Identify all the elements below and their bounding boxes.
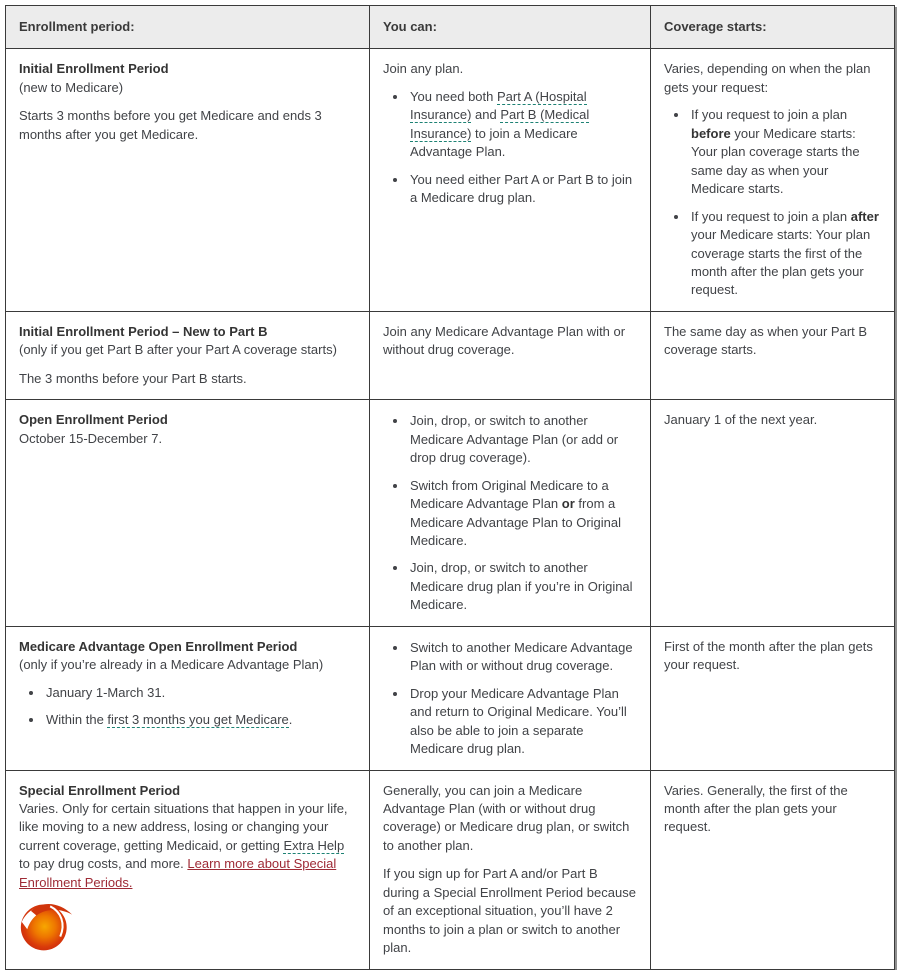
period-description — [19, 800, 356, 892]
text-segment: Within the — [46, 712, 108, 728]
tooltip-link-part-b[interactable]: Part B (Medical Insurance) — [410, 107, 590, 141]
text-segment: Switch from Original Medicare to a Medicare Advantage Plan — [410, 477, 609, 512]
list-item: • Join, drop, or switch to another Medicare Advantage Plan (or add or drop drug coverage). — [408, 412, 637, 467]
youcan-bullet-list — [383, 412, 637, 615]
list-item: • Drop your Medicare Advantage Plan and return to Original Medicare. You’ll also be able to join a separate Medicare drug plan. — [408, 685, 637, 759]
cell-iep-period — [6, 49, 370, 311]
coverage-intro: Varies, depending on when the plan gets your request: — [664, 61, 871, 95]
coverage-intro: January 1 of the next year. — [664, 412, 818, 428]
list-item — [689, 106, 881, 198]
cell-iep-partb-coverage — [651, 311, 895, 399]
text-segment: If you request to join a plan — [691, 107, 848, 123]
period-bullet-list — [19, 684, 356, 730]
period-subtitle: (new to Medicare) — [19, 79, 124, 95]
list-item — [689, 208, 881, 300]
period-subtitle: (only if you get Part B after your Part A coverage starts) — [19, 342, 337, 358]
cell-sep-youcan — [370, 770, 651, 969]
list-item: • Join, drop, or switch to another Medicare drug plan if you’re in Original Medicare. — [408, 559, 637, 614]
coverage-intro: The same day as when your Part B coverage starts. — [664, 323, 868, 358]
youcan-paragraph-2: If you sign up for Part A and/or Part B during a Special Enrollment Period because of an exceptional situation, you’ll have 2 months to join a plan or switch to another plan. — [383, 866, 636, 956]
table-row — [6, 311, 895, 399]
table-row — [6, 400, 895, 627]
coverage-bullet-list — [664, 106, 881, 300]
tooltip-link-extra-help[interactable]: Extra Help — [283, 837, 345, 853]
text-segment: your Medicare starts: Your plan coverage starts the first of the month after the plan gets your request. — [691, 227, 871, 298]
cell-maoep-coverage — [651, 626, 895, 770]
coverage-intro: First of the month after the plan gets your request. — [664, 638, 873, 673]
period-description: The 3 months before your Part B starts. — [19, 370, 247, 386]
cell-iep-coverage — [651, 49, 895, 311]
period-dates: October 15-December 7. — [19, 430, 163, 446]
header-enrollment-period: Enrollment period: — [6, 6, 370, 49]
bold-text: before — [691, 125, 731, 141]
period-title: Open Enrollment Period — [19, 412, 168, 428]
youcan-bullet-list — [383, 639, 637, 759]
cell-iep-partb-youcan — [370, 311, 651, 399]
table-row — [6, 770, 895, 969]
youcan-intro: Join any plan. — [383, 61, 464, 77]
period-title: Medicare Advantage Open Enrollment Period — [19, 638, 298, 654]
list-item: • Switch to another Medicare Advantage Plan with or without drug coverage. — [408, 639, 637, 676]
text-segment: You need both — [410, 88, 497, 104]
bold-text: after — [850, 208, 879, 224]
cell-sep-period — [6, 770, 370, 969]
text-segment: to join a Medicare Advantage Plan. — [410, 125, 578, 160]
list-item — [408, 477, 637, 551]
cell-maoep-youcan — [370, 626, 651, 770]
period-subtitle: (only if you’re already in a Medicare Advantage Plan) — [19, 657, 324, 673]
text-segment: from a Medicare Advantage Plan to Original Medicare. — [410, 496, 622, 548]
cell-oep-coverage — [651, 400, 895, 627]
enrollment-periods-table — [5, 5, 895, 970]
period-description: Starts 3 months before you get Medicare and ends 3 months after you get Medicare. — [19, 108, 322, 142]
header-you-can: You can: — [370, 6, 651, 49]
period-title: Initial Enrollment Period – New to Part B — [19, 323, 268, 339]
learn-more-sep-link[interactable]: Learn more about Special Enrollment Periods. — [19, 856, 337, 890]
coverage-intro: Varies. Generally, the first of the month after the plan gets your request. — [664, 782, 848, 835]
cell-maoep-period — [6, 626, 370, 770]
youcan-paragraph-1: Generally, you can join a Medicare Advantage Plan (with or without drug coverage) or Medicare drug plan, or switch to another plan. — [383, 782, 630, 853]
orange-swirl-logo — [19, 899, 74, 954]
bold-text: or — [561, 496, 575, 512]
list-item: • January 1-March 31. — [44, 684, 356, 702]
table-row — [6, 49, 895, 311]
period-title: Initial Enrollment Period — [19, 61, 169, 77]
table-header-row — [6, 6, 895, 49]
cell-oep-period — [6, 400, 370, 627]
tooltip-link-part-a[interactable]: Part A (Hospital Insurance) — [410, 88, 587, 123]
cell-oep-youcan — [370, 400, 651, 627]
tooltip-link-first-3-months[interactable]: first 3 months you get Medicare — [107, 712, 289, 728]
header-coverage-starts: Coverage starts: — [651, 6, 895, 49]
cell-iep-partb-period — [6, 311, 370, 399]
list-item: • You need either Part A or Part B to join a Medicare drug plan. — [408, 171, 637, 208]
list-item — [408, 88, 637, 162]
text-segment: . — [288, 712, 293, 728]
cell-sep-coverage — [651, 770, 895, 969]
list-item — [44, 711, 356, 729]
youcan-intro: Join any Medicare Advantage Plan with or without drug coverage. — [383, 323, 626, 358]
text-segment: your Medicare starts: Your plan coverage starts the same day as when your Medicare starts. — [691, 125, 860, 197]
table-row — [6, 626, 895, 770]
text-segment: Varies. Only for certain situations that happen in your life, like moving to a new address, losing or changing your current coverage, getting Medicaid, or getting — [19, 800, 348, 853]
text-segment: and — [471, 107, 501, 123]
text-segment: If you request to join a plan — [691, 208, 851, 224]
cell-iep-youcan — [370, 49, 651, 311]
youcan-bullet-list — [383, 88, 637, 208]
text-segment: to pay drug costs, and more. — [19, 856, 188, 872]
period-title: Special Enrollment Period — [19, 782, 181, 798]
